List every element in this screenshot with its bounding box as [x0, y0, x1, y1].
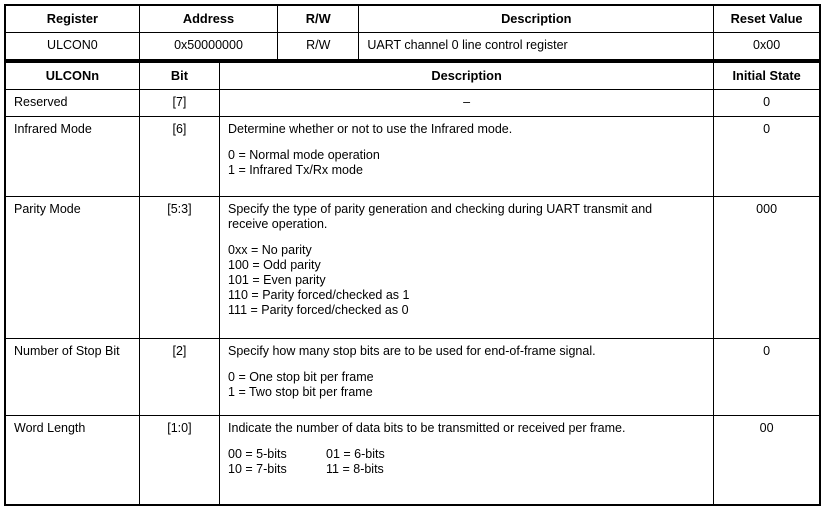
spacer: [228, 137, 705, 148]
cell-register-name: [5, 33, 139, 61]
value-field-option: 01 = 6-bits: [326, 447, 385, 461]
value-field-name: Number of Stop Bit: [14, 344, 120, 358]
header-cell-register: [5, 5, 139, 33]
header-label-ulconn: ULCONn: [45, 68, 100, 83]
cell-field-initial-state: [714, 416, 820, 505]
value-field-option: 0 = One stop bit per frame: [228, 370, 374, 384]
value-field-option: 111 = Parity forced/checked as 0: [228, 303, 409, 317]
register-summary-header-row: [5, 5, 820, 33]
value-field-initial-state: 0: [763, 95, 771, 109]
spacer: [228, 232, 705, 243]
cell-field-initial-state: [714, 117, 820, 197]
table-row: [5, 416, 820, 505]
value-field-description-lead: Indicate the number of data bits to be transmitted or received per frame.: [228, 421, 626, 435]
header-label-rw: R/W: [305, 11, 331, 26]
cell-field-description: [220, 416, 714, 505]
register-summary-table: [4, 4, 821, 61]
value-field-option: 1 = Infrared Tx/Rx mode: [228, 163, 363, 177]
value-register-rw: R/W: [306, 38, 331, 52]
value-field-option: 0xx = No parity: [228, 243, 312, 257]
cell-field-initial-state: [714, 197, 820, 339]
header-cell-bit: [139, 62, 219, 90]
value-field-bit: [2]: [172, 344, 187, 358]
field-description-block: [220, 339, 713, 406]
cell-field-initial-state: [714, 90, 820, 117]
cell-field-name: [5, 416, 139, 505]
cell-field-name: [5, 197, 139, 339]
value-field-option: 110 = Parity forced/checked as 1: [228, 288, 410, 302]
field-description-block: [220, 416, 713, 483]
value-field-description-lead: –: [463, 95, 471, 109]
cell-register-reset-value: [714, 33, 820, 61]
cell-field-description: [220, 197, 714, 339]
value-register-description: UART channel 0 line control register: [367, 38, 568, 52]
cell-field-name: [5, 90, 139, 117]
header-label-initial-state: Initial State: [732, 68, 801, 83]
value-field-name: Infrared Mode: [14, 122, 92, 136]
value-register-reset-value: 0x00: [753, 38, 781, 52]
header-cell-bit-description: [220, 62, 714, 90]
value-field-option: 11 = 8-bits: [326, 462, 384, 476]
header-cell-description: [359, 5, 714, 33]
cell-register-rw: [278, 33, 359, 61]
table-row: [5, 90, 820, 117]
cell-register-address: [139, 33, 277, 61]
value-field-initial-state: 00: [759, 421, 774, 435]
value-field-name: Reserved: [14, 95, 68, 109]
cell-register-description: [359, 33, 714, 61]
table-row: [5, 197, 820, 339]
value-field-option: 10 = 7-bits: [228, 462, 287, 476]
value-field-bit: [7]: [172, 95, 187, 109]
register-summary-data-row: [5, 33, 820, 61]
cell-field-bit: [139, 416, 219, 505]
value-field-description-lead: Specify how many stop bits are to be used for end-of-frame signal.: [228, 344, 596, 358]
value-field-option: 100 = Odd parity: [228, 258, 321, 272]
cell-field-initial-state: [714, 339, 820, 416]
header-label-description: Description: [501, 11, 572, 26]
value-register-address: 0x50000000: [174, 38, 243, 52]
cell-field-description: [220, 339, 714, 416]
value-field-option: 0 = Normal mode operation: [228, 148, 380, 162]
spacer: [228, 436, 705, 447]
header-cell-address: [139, 5, 277, 33]
value-register-name: ULCON0: [47, 38, 98, 52]
cell-field-name: [5, 339, 139, 416]
value-field-option: 00 = 5-bits: [228, 447, 287, 461]
header-label-bit: Bit: [170, 68, 188, 83]
header-cell-ulconn: [5, 62, 139, 90]
cell-field-bit: [139, 339, 219, 416]
value-field-option: 1 = Two stop bit per frame: [228, 385, 373, 399]
cell-field-description: [220, 117, 714, 197]
word-length-options: [228, 447, 705, 477]
header-label-register: Register: [46, 11, 99, 26]
option-line: [228, 447, 705, 462]
bitfield-description-table: [4, 61, 821, 506]
cell-field-bit: [139, 197, 219, 339]
field-description-block: [220, 117, 713, 184]
cell-field-bit: [139, 117, 219, 197]
cell-field-name: [5, 117, 139, 197]
cell-field-bit: [139, 90, 219, 117]
cell-field-description: [220, 90, 714, 117]
field-description-block: [220, 197, 713, 324]
header-cell-rw: [278, 5, 359, 33]
value-field-initial-state: 0: [763, 122, 771, 136]
header-label-bit-description: Description: [431, 68, 502, 83]
header-cell-initial-state: [714, 62, 820, 90]
value-field-initial-state: 0: [763, 344, 771, 358]
table-row: [5, 117, 820, 197]
header-label-reset-value: Reset Value: [730, 11, 803, 26]
header-cell-reset-value: [714, 5, 820, 33]
value-field-bit: [5:3]: [167, 202, 192, 216]
value-field-bit: [6]: [172, 122, 187, 136]
value-field-initial-state: 000: [756, 202, 778, 216]
value-field-bit: [1:0]: [167, 421, 192, 435]
value-field-description-lead: Determine whether or not to use the Infrared mode.: [228, 122, 513, 136]
table-row: [5, 339, 820, 416]
spacer: [228, 359, 705, 370]
bitfield-header-row: [5, 62, 820, 90]
value-field-name: Parity Mode: [14, 202, 81, 216]
field-description-block: [220, 90, 713, 116]
option-line: [228, 462, 705, 477]
header-label-address: Address: [182, 11, 235, 26]
value-field-option: 101 = Even parity: [228, 273, 326, 287]
value-field-name: Word Length: [14, 421, 86, 435]
value-field-description-lead: Specify the type of parity generation and checking during UART transmit and receive operation.: [228, 202, 653, 231]
